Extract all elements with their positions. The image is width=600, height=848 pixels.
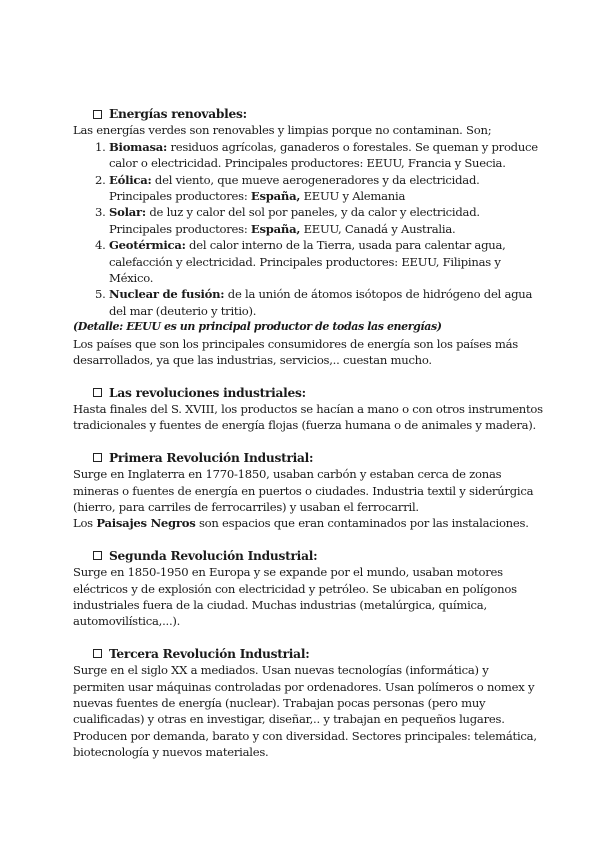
list-item: 5. Nuclear de fusión: de la unión de átomos isótopos de hidrógeno del agua del mar (deuterio y tritio). xyxy=(109,286,543,319)
heading-text: Primera Revolución Industrial: xyxy=(109,450,314,465)
section-first-revolution xyxy=(73,450,543,532)
checkbox-icon xyxy=(93,388,102,397)
list-item: 4. Geotérmica: del calor interno de la Tierra, usada para calentar agua, calefacción y electricidad. Principales productores: EEUU, Filipinas y México. xyxy=(109,237,543,286)
renewables-list xyxy=(73,139,543,319)
heading-text: Las revoluciones industriales: xyxy=(109,385,306,400)
heading-renewables xyxy=(93,106,543,122)
list-item: 1. Biomasa: residuos agrícolas, ganaderos o forestales. Se queman y produce calor o electricidad. Principales productores: EEUU, Francia y Suecia. xyxy=(109,139,543,172)
heading-text: Tercera Revolución Industrial: xyxy=(109,646,310,661)
checkbox-icon xyxy=(93,649,102,658)
heading-text: Energías renovables: xyxy=(109,107,247,121)
renewables-intro: Las energías verdes son renovables y limpias porque no contaminan. Son; xyxy=(73,123,492,138)
document-page xyxy=(73,106,543,777)
second-revolution-text: Surge en 1850-1950 en Europa y se expande por el mundo, usaban motores eléctricos y de explosión con electricidad y petróleo. Se ubicaban en polígonos industriales fuera de la ciudad. Muchas industrias (metalúrgica, química, automovilística,...). xyxy=(73,565,517,629)
section-renewables xyxy=(73,106,543,369)
checkbox-icon xyxy=(93,551,102,560)
renewables-note: (Detalle: EEUU es un principal productor de todas las energías) xyxy=(73,320,442,334)
heading-first-revolution xyxy=(93,450,543,466)
third-revolution-text: Surge en el siglo XX a mediados. Usan nuevas tecnologías (informática) y permiten usar máquinas controladas por ordenadores. Usan polímeros o nomex y nuevas fuentes de energía (nuclear). Trabajan pocas personas (pero muy cualificadas) y otras en investigar, diseñar,.. y trabajan en pequeños lugares. Producen por demanda, barato y con diversidad. Sectores principales: telemática, biotecnología y nuevos materiales. xyxy=(73,663,537,760)
heading-third-revolution xyxy=(93,646,543,662)
industrial-revolutions-text: Hasta finales del S. XVIII, los productos se hacían a mano o con otros instrumentos tradicionales y fuentes de energía flojas (fuerza humana o de animales y madera). xyxy=(73,401,543,433)
first-revolution-note: Los Paisajes Negros son espacios que eran contaminados por las instalaciones. xyxy=(73,516,529,531)
checkbox-icon xyxy=(93,453,102,462)
heading-industrial-revolutions xyxy=(93,385,543,401)
renewables-outro: Los países que son los principales consumidores de energía son los países más desarrollados, ya que las industrias, servicios,.. cuestan mucho. xyxy=(73,336,518,368)
section-third-revolution xyxy=(73,646,543,761)
list-item: 2. Eólica: del viento, que mueve aerogeneradores y da electricidad. Principales productores: España, EEUU y Alemania xyxy=(109,172,543,205)
list-item: 3. Solar: de luz y calor del sol por paneles, y da calor y electricidad. Principales productores: España, EEUU, Canadá y Australia. xyxy=(109,204,543,237)
section-second-revolution xyxy=(73,548,543,630)
section-industrial-revolutions xyxy=(73,385,543,434)
heading-text: Segunda Revolución Industrial: xyxy=(109,548,318,563)
heading-second-revolution xyxy=(93,548,543,564)
first-revolution-text: Surge en Inglaterra en 1770-1850, usaban carbón y estaban cerca de zonas mineras o fuentes de energía en puertos o ciudades. Industria textil y siderúrgica (hierro, para carriles de ferrocarriles) y usaban el ferrocarril. xyxy=(73,467,534,514)
checkbox-icon xyxy=(93,110,102,119)
